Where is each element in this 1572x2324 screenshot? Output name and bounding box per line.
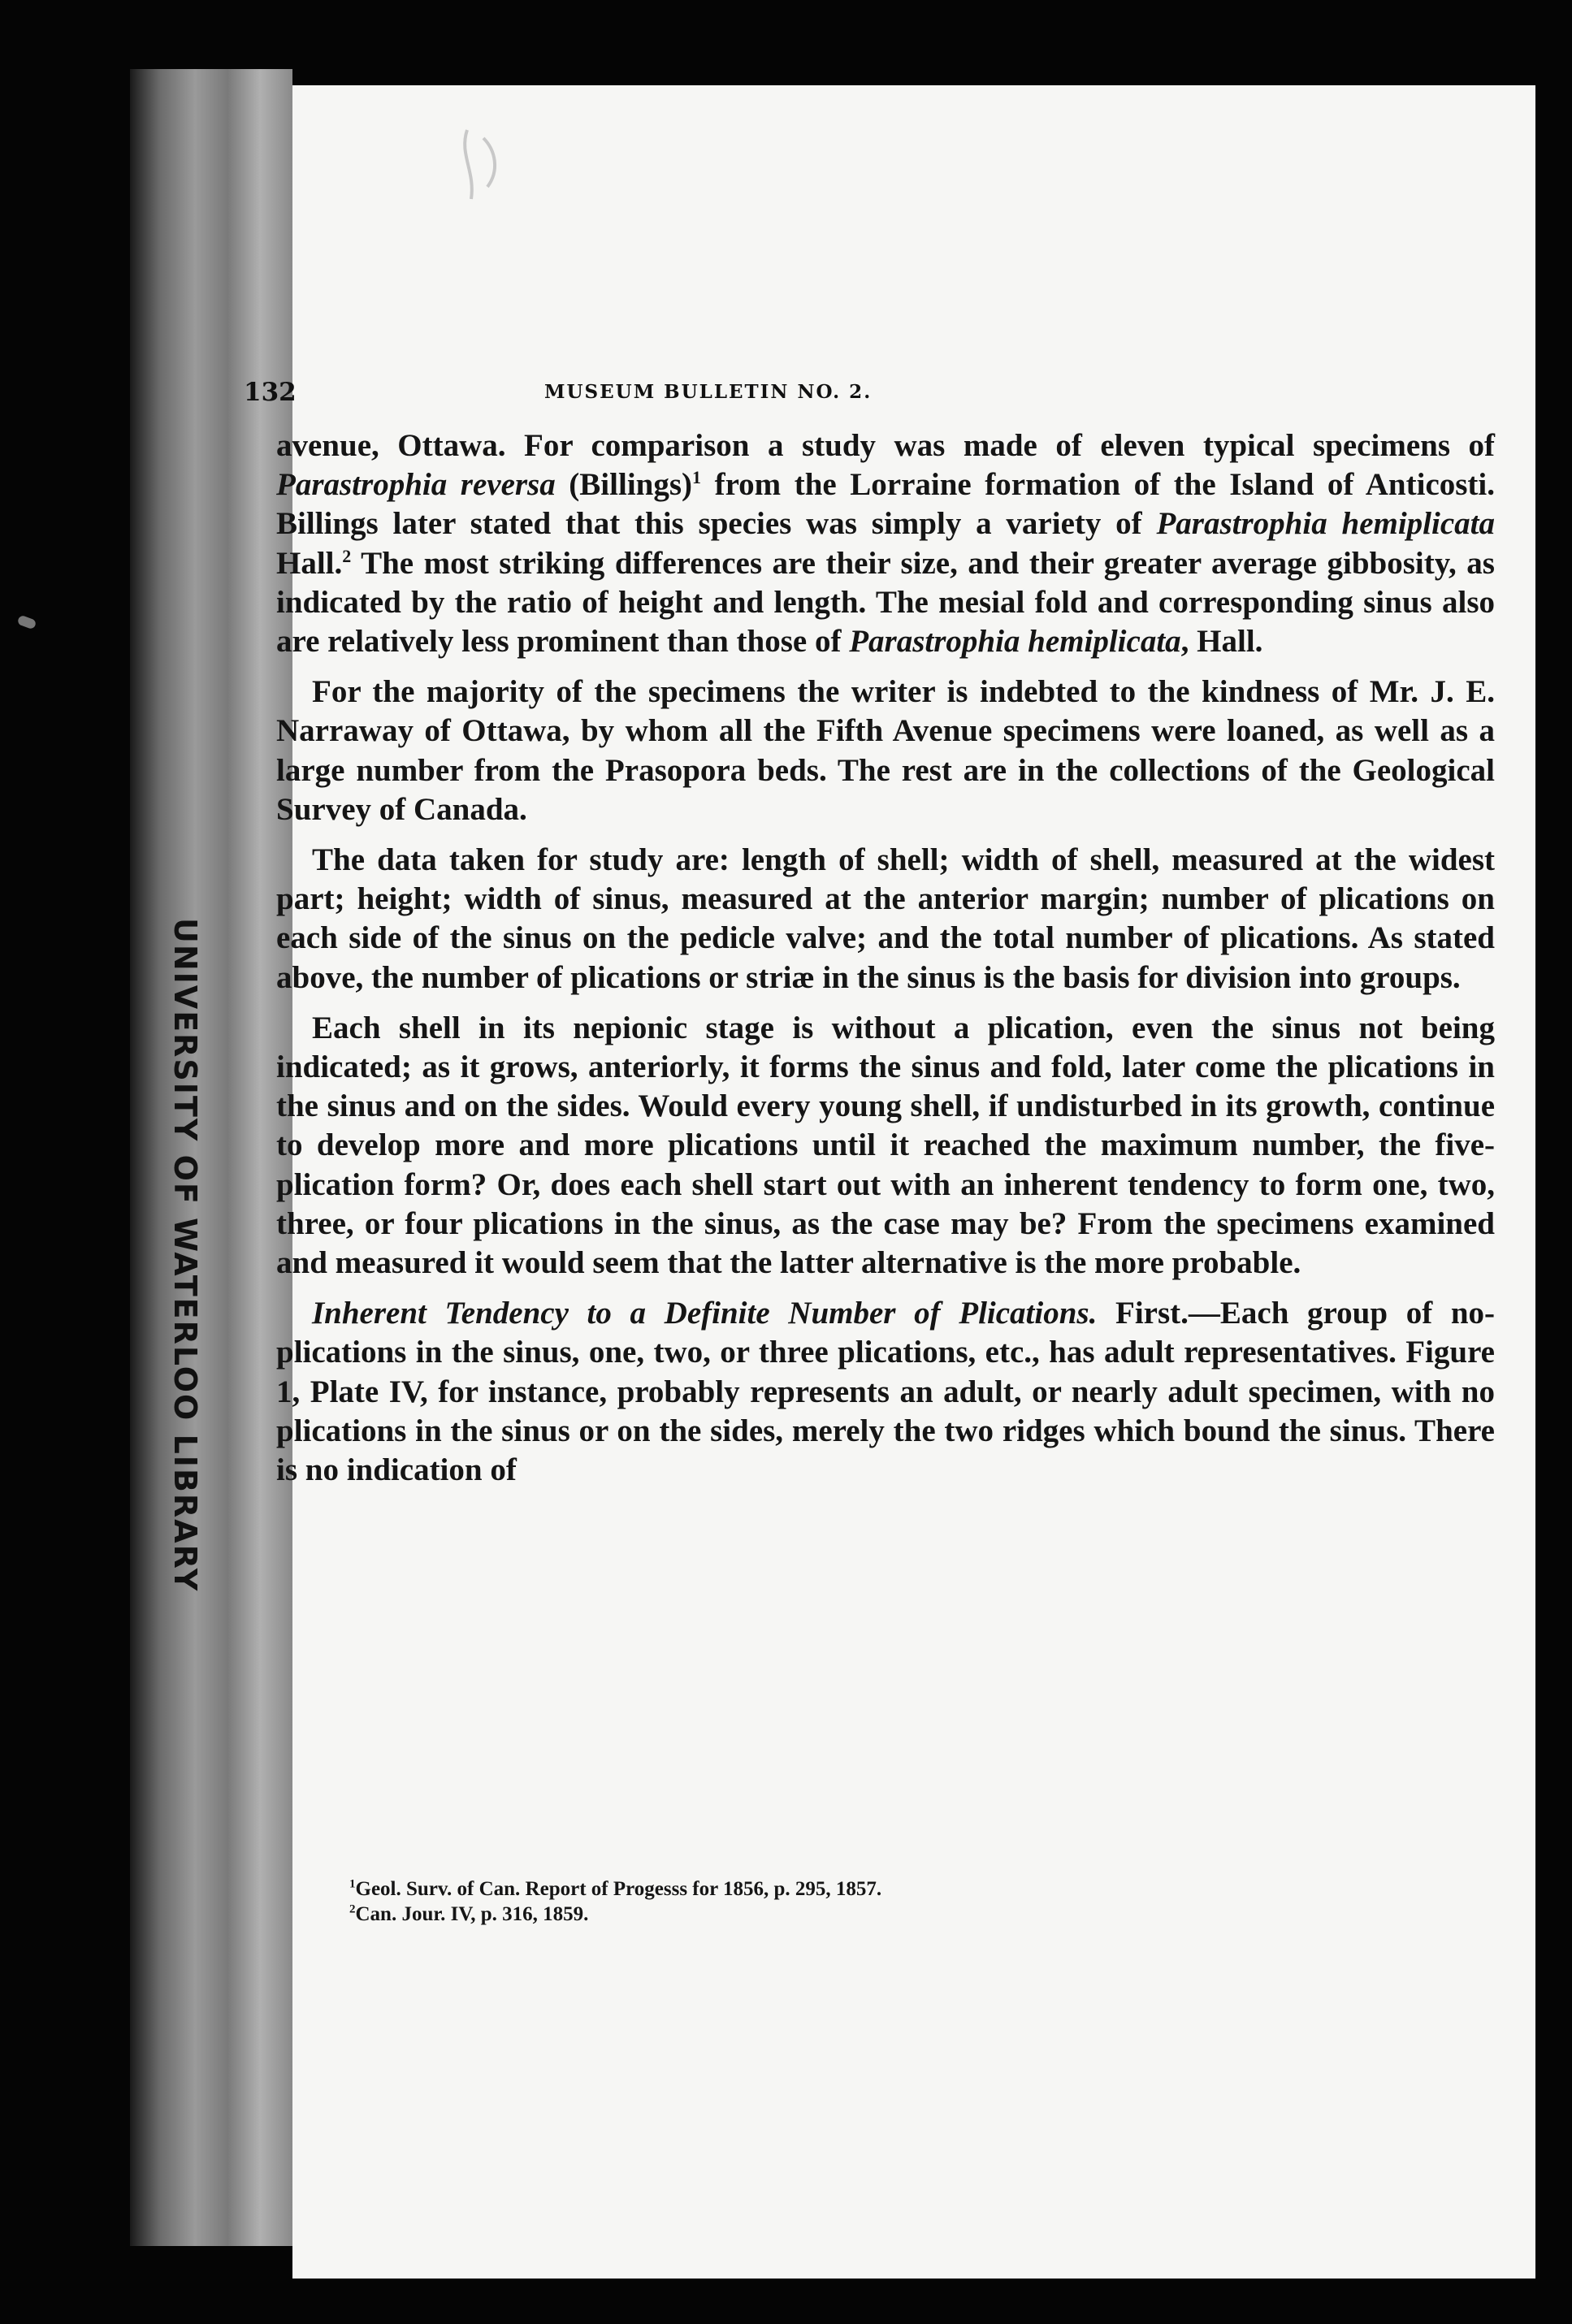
text-span: Hall. [276,545,343,581]
running-head: MUSEUM BULLETIN NO. 2. [544,381,873,403]
text-span: (Billings) [555,467,693,503]
text-span: avenue, Ottawa. For comparison a study was made of eleven typical specimens of [276,428,1495,463]
footnote-text: Geol. Surv. of Can. Report of Progesss for 1856, p. 295, 1857. [355,1878,882,1900]
italic-text: Parastrophia reversa [276,467,556,503]
footnote [349,1902,1080,1927]
italic-text: Parastrophia hemiplicata [1156,506,1495,542]
text-span: from the Lorraine formation of the Island of Anticosti. Billings later stated that this species was simply a variety of [276,467,1496,542]
body-text [276,426,1495,1501]
page-header [244,378,1202,410]
text-span: Each shell in its nepionic stage is without a plication, even the sinus not being indicated; as it grows, anteriorly, it forms the sinus and fold, later come the plications in the sinus and on the sides. Would every young shell, if undisturbed in its growth, continue to develop more and more plications until it reached the maximum number, the five-plication form? Or, does each shell start out with an inherent tendency to form one, two, three, or four plications in the sinus, as the case may be? From the specimens examined and measured it would seem that the latter alternative is the more probable. [276,1010,1495,1281]
footnote-ref: 1 [692,467,702,488]
scan-speck [17,615,37,630]
italic-text: Inherent Tendency to a Definite Number of Plications. [312,1296,1098,1331]
footnote-mark: 1 [349,1877,356,1891]
pencil-mark-icon [451,122,516,211]
page-number: 132 [244,378,297,407]
paragraph [276,1294,1495,1490]
footnotes [349,1876,1080,1927]
text-span: , Hall. [1180,624,1263,660]
text-span: First.—Each group of no-plications in the sinus, one, two, or three plications, etc., has adult representatives. Figure 1, Plate IV, for instance, probably represents an adult, or nearly adult specimen, with no plications in the sinus or on the sides, merely the two ridges which bound the sinus. There is no indication of [276,1296,1496,1488]
footnote [349,1876,1080,1902]
footnote-text: Can. Jour. IV, p. 316, 1859. [355,1903,589,1925]
library-stamp: UNIVERSITY OF WATERLOO LIBRARY [167,918,203,1593]
text-span: The most striking differences are their size, and their greater average gibbosity, as indicated by the ratio of height and length. The mesial fold and corresponding sinus also are relatively less prominent than those of [276,545,1495,660]
paragraph [276,1009,1495,1283]
footnote-mark: 2 [349,1902,356,1916]
text-span: For the majority of the specimens the writer is indebted to the kindness of Mr. J. E. Narraway of Ottawa, by whom all the Fifth Avenue specimens were loaned, as well as a large number from the Prasopora beds. The rest are in the collections of the Geological Survey of Canada. [276,674,1495,827]
footnote-ref: 2 [342,545,352,566]
text-span: The data taken for study are: length of shell; width of shell, measured at the widest part; height; width of sinus, measured at the anterior margin; number of plications on each side of the sinus on the pedicle valve; and the total number of plications. As stated above, the number of plications or striæ in the sinus is the basis for division into groups. [276,842,1495,995]
italic-text: Parastrophia hemiplicata [849,624,1181,660]
paragraph [276,426,1495,661]
paragraph [276,841,1495,998]
paragraph [276,673,1495,829]
